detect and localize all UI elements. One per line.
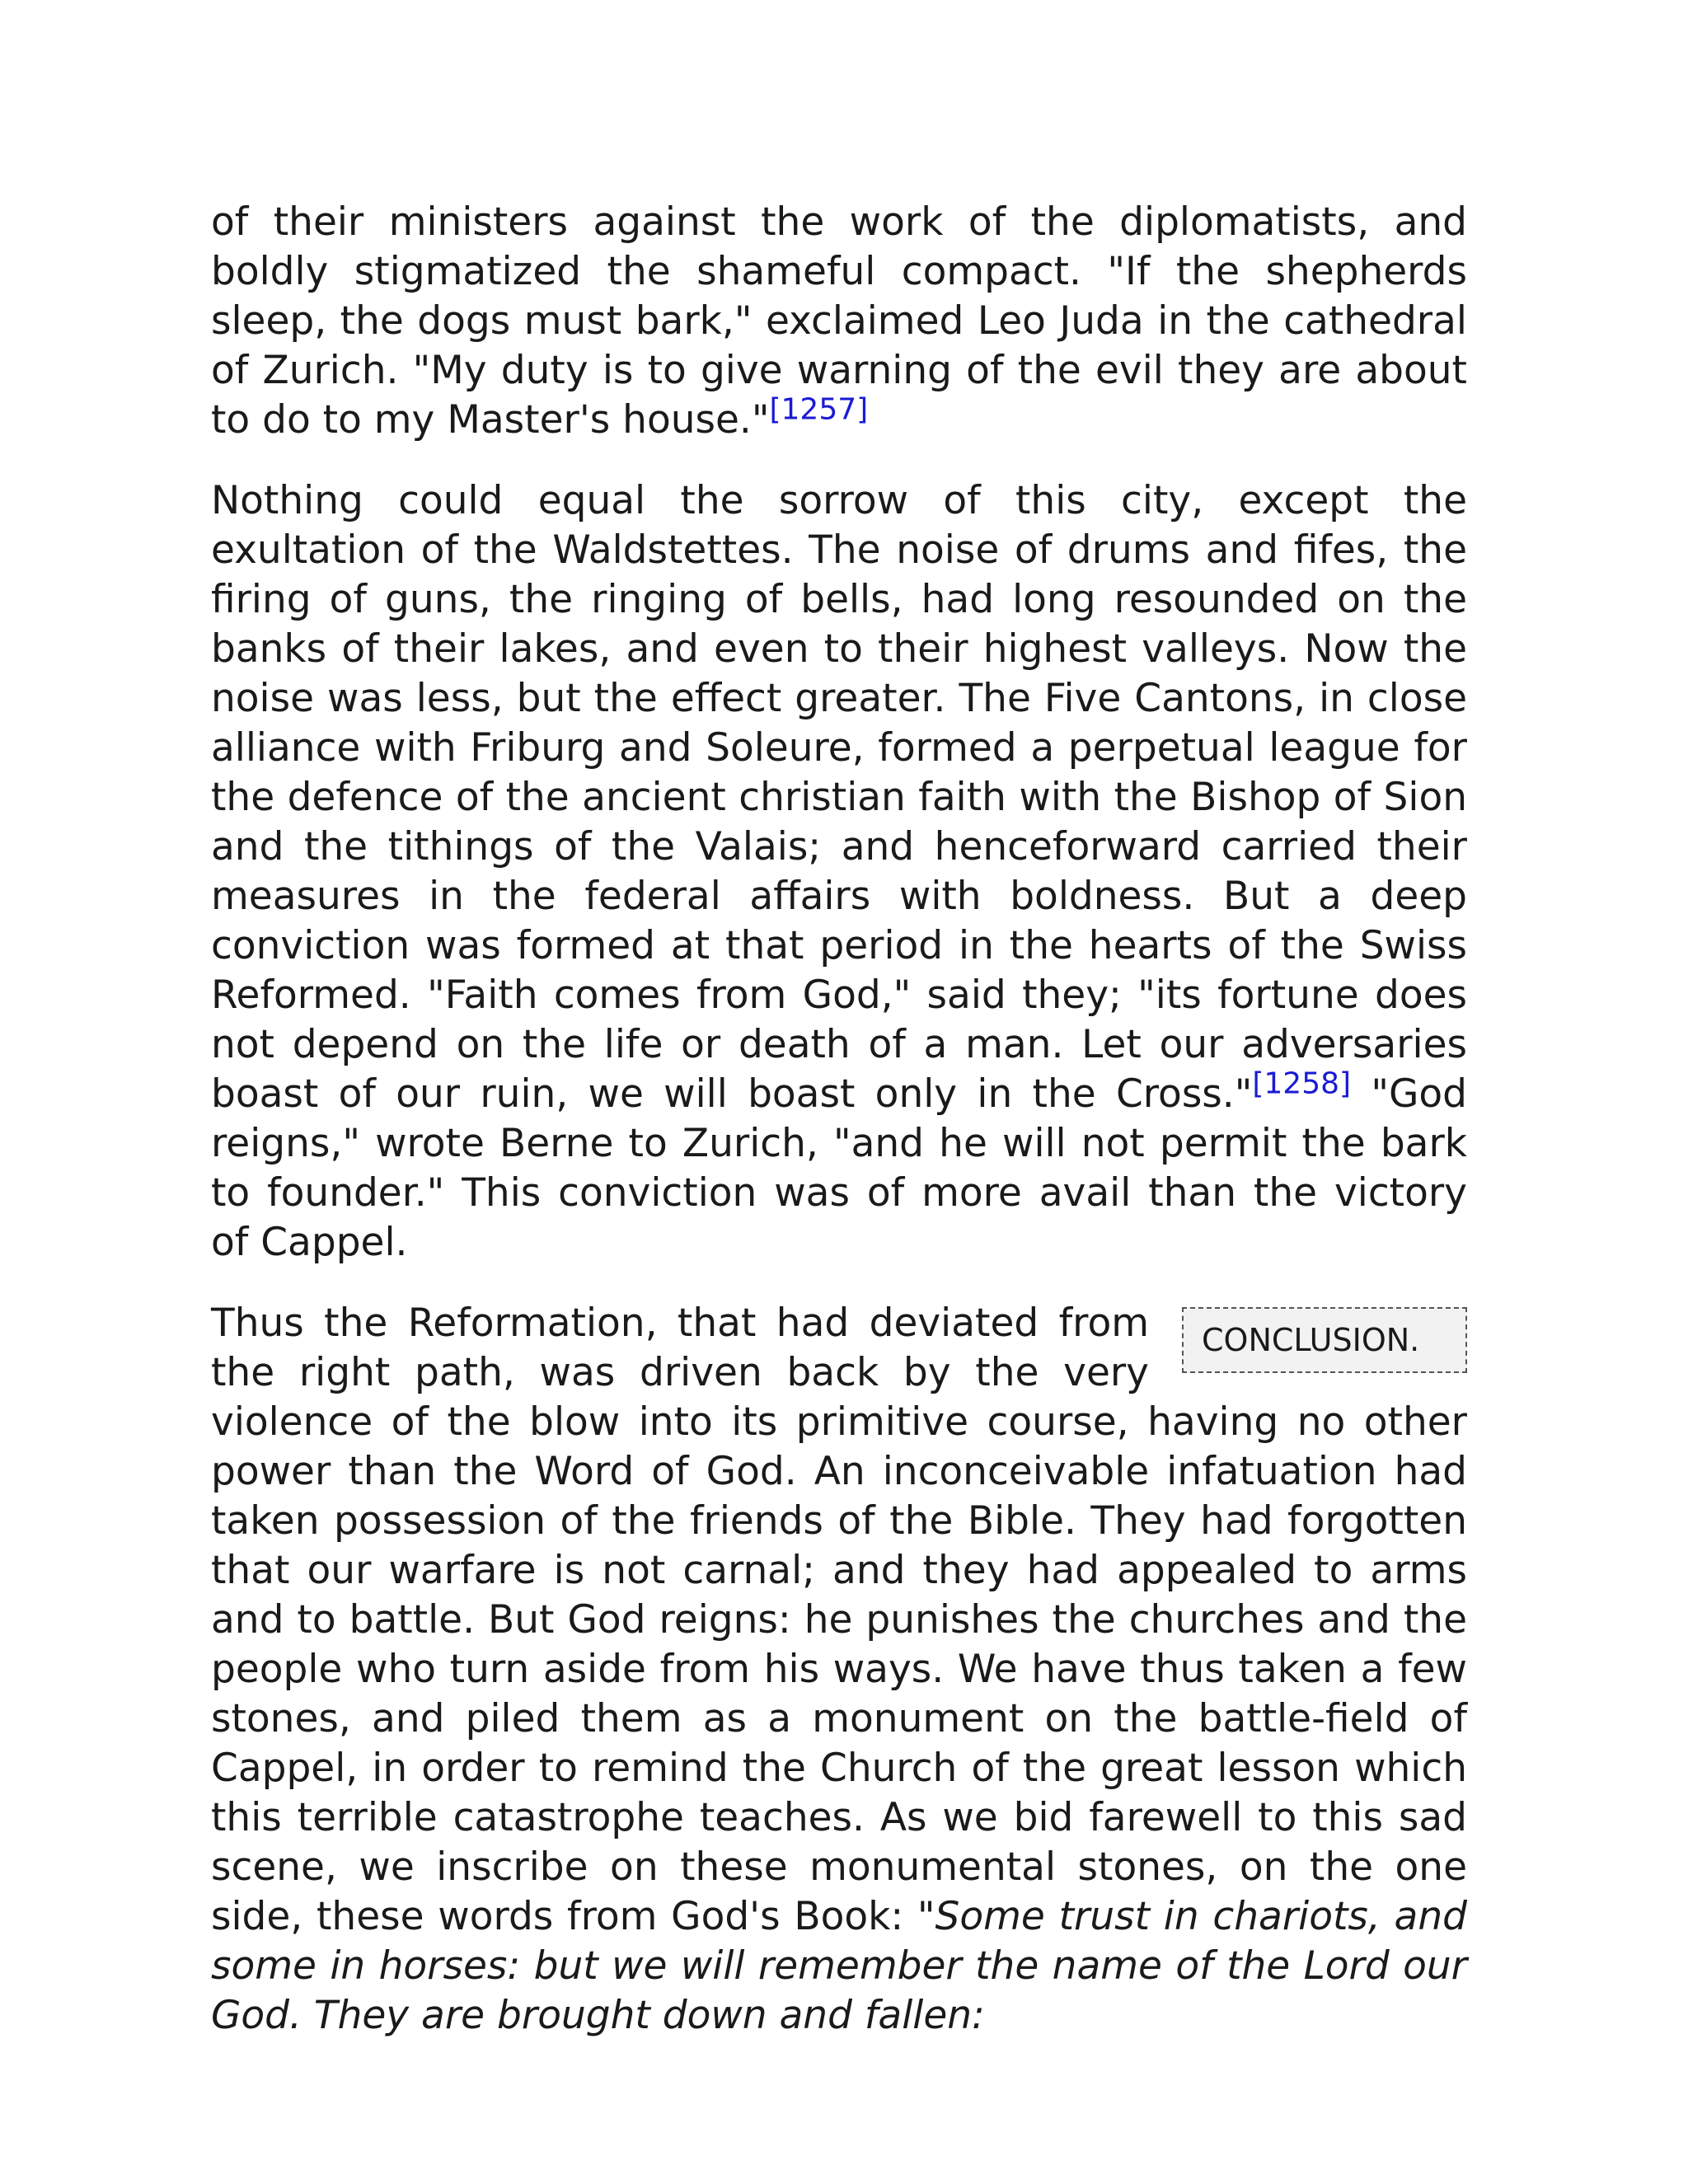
page-body [211,198,1467,2072]
paragraph-2 [211,476,1467,1268]
paragraph-2-text-a: Nothing could equal the sorrow of this city, except the exultation of the Waldstettes. The noise of drums and fifes, the firing of guns, the ringing of bells, had long resounded on the banks of their lakes, and even to their highest valleys. Now the noise was less, but the effect greater. The Five Cantons, in close alliance with Friburg and Soleure, formed a perpetual league for the defence of the ancient christian faith with the Bishop of Sion and the tithings of the Valais; and henceforward carried their measures in the federal affairs with boldness. But a deep conviction was formed at that period in the hearts of the Swiss Reformed. "Faith comes from God," said they; "its fortune does not depend on the life or death of a man. Let our adversaries boast of our ruin, we will boast only in the Cross." [211,478,1467,1117]
paragraph-1-text: of their ministers against the work of the diplomatists, and boldly stigmatized the shameful compact. "If the shepherds sleep, the dogs must bark," exclaimed Leo Juda in the cathedral of Zurich. "My duty is to give warning of the evil they are about to do to my Master's house." [211,199,1467,443]
paragraph-3 [211,1299,1467,2041]
paragraph-1 [211,198,1467,445]
sidenote-conclusion: CONCLUSION. [1182,1307,1467,1373]
scripture-quote: Some trust in chariots, and some in horses: but we will remember the name of the Lord our God. They are brought down and fallen: [211,1894,1467,2038]
paragraph-3-text: Thus the Reformation, that had deviated from the right path, was driven back by the very violence of the blow into its primitive course, having no other power than the Word of God. An inconceivable infatuation had taken possession of the friends of the Bible. They had forgotten that our warfare is not carnal; and they had appealed to arms and to battle. But God reigns: he punishes the churches and the people who turn aside from his ways. We have thus taken a few stones, and piled them as a monument on the battle-field of Cappel, in order to remind the Church of the great lesson which this terrible catastrophe teaches. As we bid farewell to this sad scene, we inscribe on these monumental stones, on the one side, these words from God's Book: " [211,1301,1467,1939]
footnote-link-1257[interactable]: [1257] [769,392,869,427]
footnote-link-1258[interactable]: [1258] [1252,1066,1352,1101]
paragraph-2-text-b: "God reigns," wrote Berne to Zurich, "and he will not permit the bark to founder." This conviction was of more avail than the victory of Cappel. [211,1071,1467,1265]
